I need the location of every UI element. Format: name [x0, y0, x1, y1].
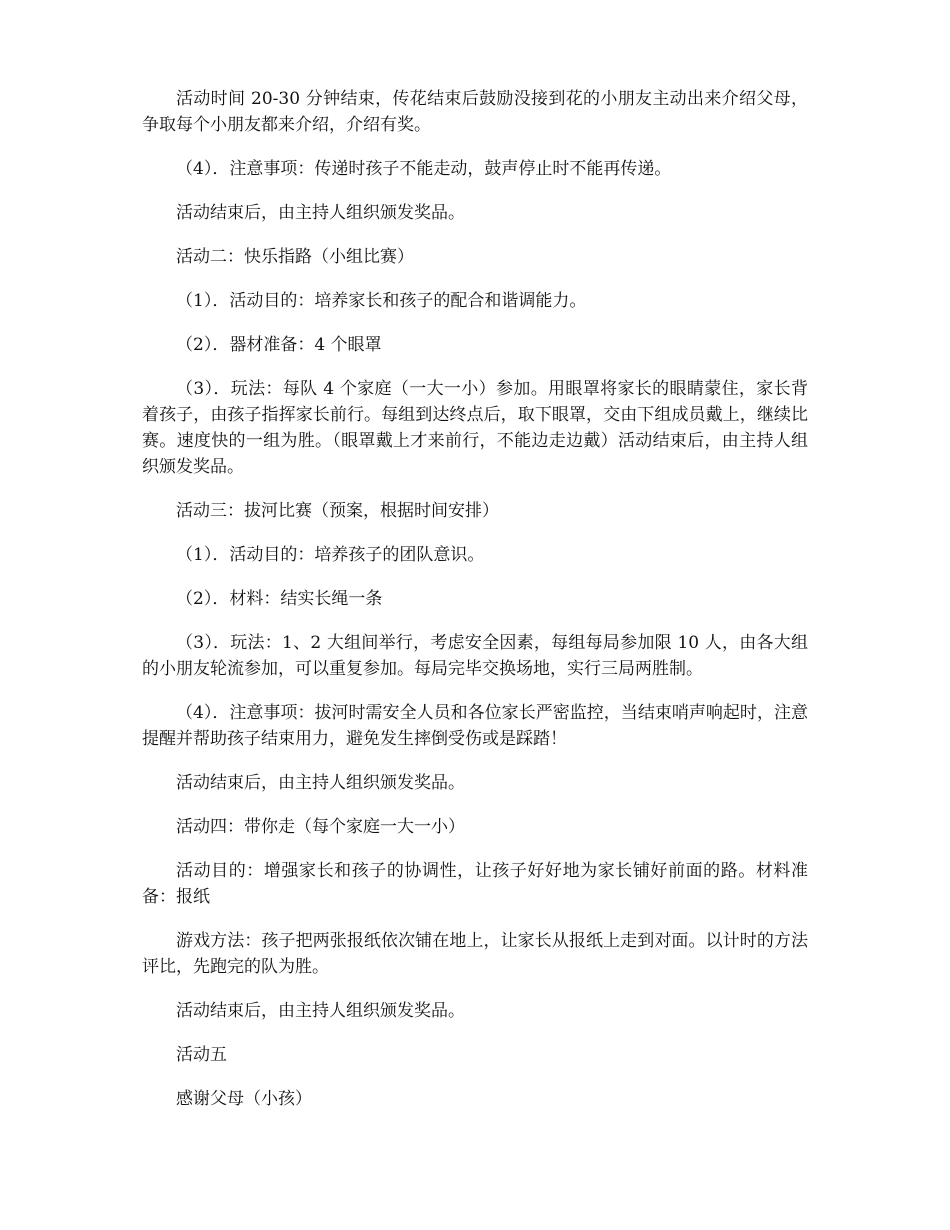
paragraph-16: 游戏方法：孩子把两张报纸依次铺在地上，让家长从报纸上走到对面。以计时的方法评比，先跑完的队为胜。 — [142, 931, 808, 977]
paragraph-5: （1）．活动目的：培养家长和孩子的配合和谐调能力。 — [176, 291, 587, 311]
paragraph-13: 活动结束后，由主持人组织颁发奖品。 — [176, 773, 465, 793]
paragraph-17: 活动结束后，由主持人组织颁发奖品。 — [176, 1001, 465, 1021]
paragraph-11: （3）．玩法：1、2 大组间举行，考虑安全因素，每组每局参加限 10 人，由各大组的小朋友轮流参加，可以重复参加。每局完毕交换场地，实行三局两胜制。 — [142, 633, 808, 679]
paragraph-10: （2）．材料：结实长绳一条 — [176, 589, 383, 609]
document-body — [142, 86, 808, 1130]
paragraph-8: 活动三：拔河比赛（预案，根据时间安排） — [176, 501, 499, 521]
paragraph-12: （4）．注意事项：拔河时需安全人员和各位家长严密监控，当结束哨声响起时，注意提醒并帮助孩子结束用力，避免发生摔倒受伤或是踩踏！ — [142, 703, 808, 749]
paragraph-3: 活动结束后，由主持人组织颁发奖品。 — [176, 203, 465, 223]
paragraph-4: 活动二：快乐指路（小组比赛） — [176, 247, 414, 267]
paragraph-7: （3）．玩法：每队 4 个家庭（一大一小）参加。用眼罩将家长的眼睛蒙住，家长背着孩子，由孩子指挥家长前行。每组到达终点后，取下眼罩，交由下组成员戴上，继续比赛。速度快的一组为胜。（眼罩戴上才来前行，不能边走边戴）活动结束后，由主持人组织颁发奖品。 — [142, 379, 808, 477]
paragraph-1: 活动时间 20-30 分钟结束，传花结束后鼓励没接到花的小朋友主动出来介绍父母，争取每个小朋友都来介绍，介绍有奖。 — [142, 89, 808, 135]
paragraph-19: 感谢父母（小孩） — [176, 1089, 312, 1109]
paragraph-9: （1）．活动目的：培养孩子的团队意识。 — [176, 545, 485, 565]
paragraph-15: 活动目的：增强家长和孩子的协调性，让孩子好好地为家长铺好前面的路。材料准备：报纸 — [142, 861, 808, 907]
paragraph-2: （4）．注意事项：传递时孩子不能走动，鼓声停止时不能再传递。 — [176, 159, 672, 179]
paragraph-6: （2）．器材准备：4 个眼罩 — [176, 335, 382, 355]
paragraph-14: 活动四：带你走（每个家庭一大一小） — [176, 817, 465, 837]
paragraph-18: 活动五 — [176, 1045, 227, 1065]
